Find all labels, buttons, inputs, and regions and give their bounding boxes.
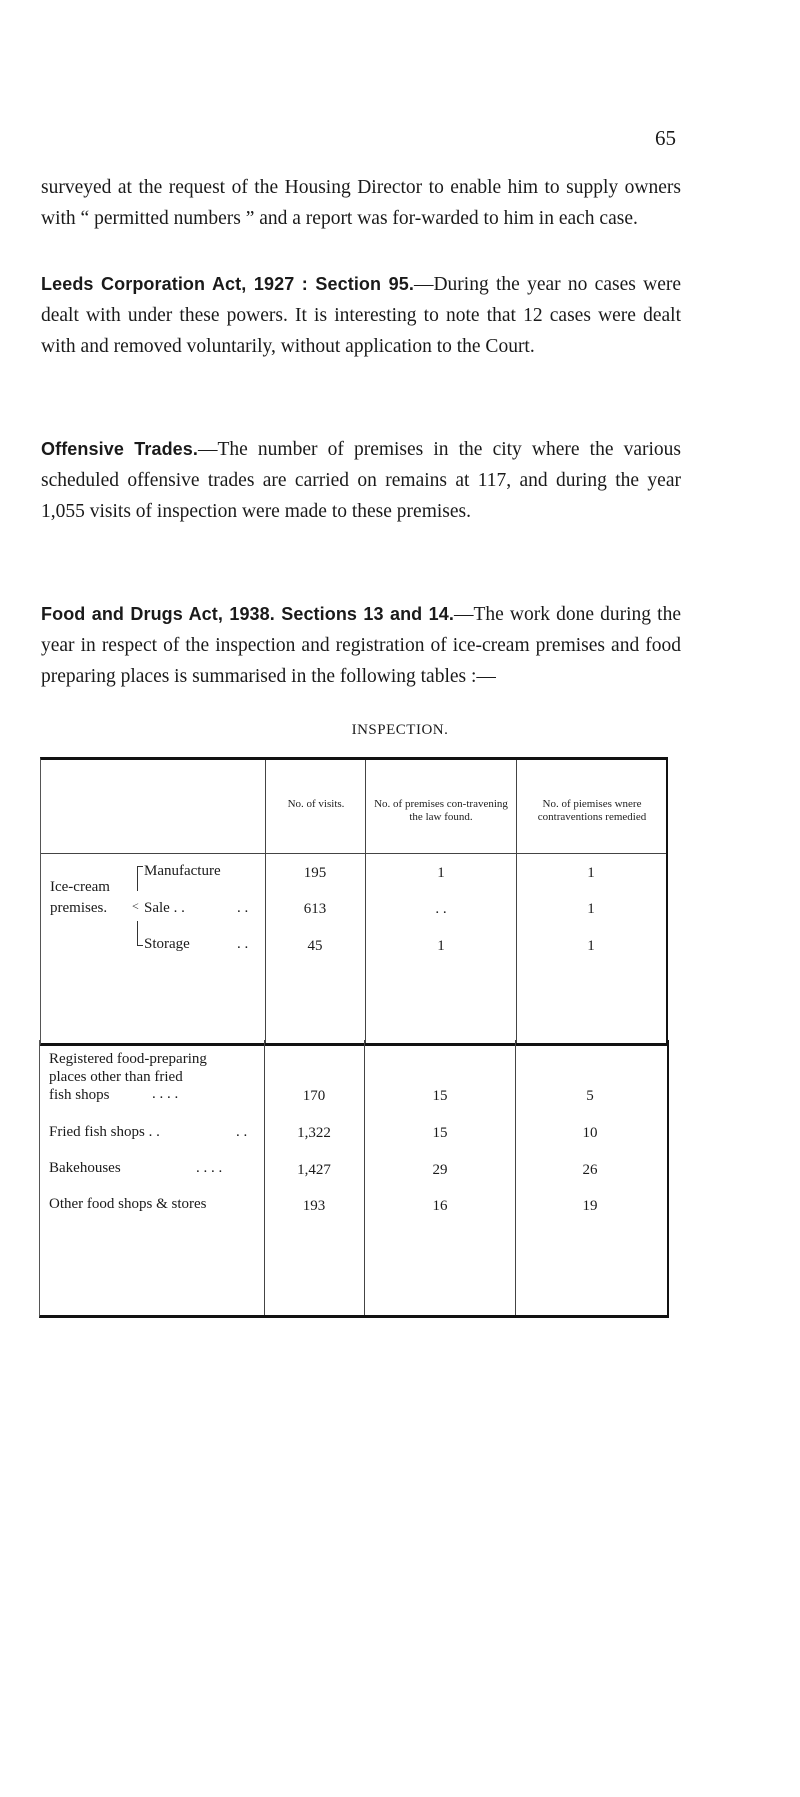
paragraph-leeds-act	[41, 269, 681, 362]
row-manufacture-remedied: 1	[587, 865, 595, 881]
row-registered-remedied: 5	[586, 1088, 594, 1104]
column-divider	[515, 1040, 516, 1315]
row-storage-remedied: 1	[587, 938, 595, 954]
heading-leeds-act: Leeds Corporation Act, 1927 : Section 95.	[41, 274, 414, 294]
row-manufacture-contravening: 1	[437, 865, 445, 881]
row-storage-dots: . .	[237, 936, 249, 952]
table-caption: INSPECTION.	[351, 722, 449, 738]
page-number: 65	[655, 126, 676, 150]
offensive-trades-body: —The number of premises in the city where the various scheduled offensive trades are carried on remains at 117, and during the year 1,055 visits of inspection were made to these premises.	[41, 439, 681, 522]
row-bakehouses-visits: 1,427	[297, 1162, 331, 1178]
header-contravening: No. of premises con-travening the law found.	[374, 798, 508, 823]
column-divider	[516, 760, 517, 1043]
row-sale-label: Sale . .	[144, 900, 185, 916]
row-registered-line-3: fish shops	[49, 1087, 110, 1103]
row-bakehouses-contravening: 29	[432, 1162, 448, 1178]
brace-top	[137, 866, 143, 891]
paragraph-offensive-trades	[41, 434, 681, 527]
row-manufacture-visits: 195	[303, 865, 327, 881]
column-divider	[365, 760, 366, 1043]
column-divider	[364, 1040, 365, 1315]
row-storage-label: Storage	[144, 936, 190, 952]
row-other-shops-contravening: 16	[432, 1198, 448, 1214]
column-divider	[265, 760, 266, 1043]
header-remedied: No. of piemises wnere contraventions remedied	[537, 798, 647, 823]
ice-cream-label-2: premises.	[50, 900, 108, 916]
leeds-act-body: —During the year no cases were dealt with under these powers. It is interesting to note that 12 cases were dealt with and removed voluntarily, without application to the Court.	[41, 274, 681, 357]
row-storage-visits: 45	[307, 938, 323, 954]
row-fried-fish-visits: 1,322	[297, 1125, 331, 1141]
row-registered-label	[49, 1050, 207, 1104]
heading-offensive-trades: Offensive Trades.	[41, 439, 198, 459]
paragraph-food-drugs	[41, 599, 681, 692]
paragraph-housing: surveyed at the request of the Housing Director to enable him to supply owners with “ permitted numbers ” and a report was for-warded to him in each case.	[41, 177, 681, 229]
row-registered-line-1: Registered food-preparing	[49, 1051, 207, 1067]
brace-point: <	[132, 899, 139, 913]
heading-food-drugs: Food and Drugs Act, 1938. Sections 13 and 14.	[41, 604, 454, 624]
row-bakehouses-dots: . . . .	[196, 1160, 223, 1176]
food-drugs-body: —The work done during the year in respect of the inspection and registration of ice-cream premises and food preparing places is summarised in the following tables :—	[41, 604, 681, 687]
row-sale-dots: . .	[237, 900, 249, 916]
brace-bottom	[137, 921, 143, 946]
row-fried-fish-contravening: 15	[432, 1125, 448, 1141]
header-visits: No. of visits.	[287, 798, 345, 810]
row-other-shops-remedied: 19	[582, 1198, 598, 1214]
row-registered-visits: 170	[302, 1088, 326, 1104]
row-registered-contravening: 15	[432, 1088, 448, 1104]
table-frame	[40, 757, 668, 1046]
row-fried-fish-remedied: 10	[582, 1125, 598, 1141]
row-other-shops-visits: 193	[302, 1198, 326, 1214]
row-storage-contravening: 1	[437, 938, 445, 954]
header-divider	[41, 853, 666, 854]
row-sale-remedied: 1	[587, 901, 595, 917]
row-other-shops-label: Other food shops & stores	[49, 1196, 207, 1212]
row-manufacture-label: Manufacture	[144, 863, 221, 879]
row-fried-fish-label: Fried fish shops . .	[49, 1124, 160, 1140]
row-registered-dots: . . . .	[152, 1086, 179, 1102]
row-bakehouses-remedied: 26	[582, 1162, 598, 1178]
row-fried-fish-dots: . .	[236, 1124, 248, 1140]
row-registered-line-2: places other than fried	[49, 1069, 183, 1085]
row-bakehouses-label: Bakehouses	[49, 1160, 121, 1176]
row-sale-visits: 613	[303, 901, 327, 917]
column-divider	[264, 1040, 265, 1315]
ice-cream-label: Ice-cream	[50, 879, 110, 895]
row-sale-contravening: . .	[435, 901, 447, 917]
